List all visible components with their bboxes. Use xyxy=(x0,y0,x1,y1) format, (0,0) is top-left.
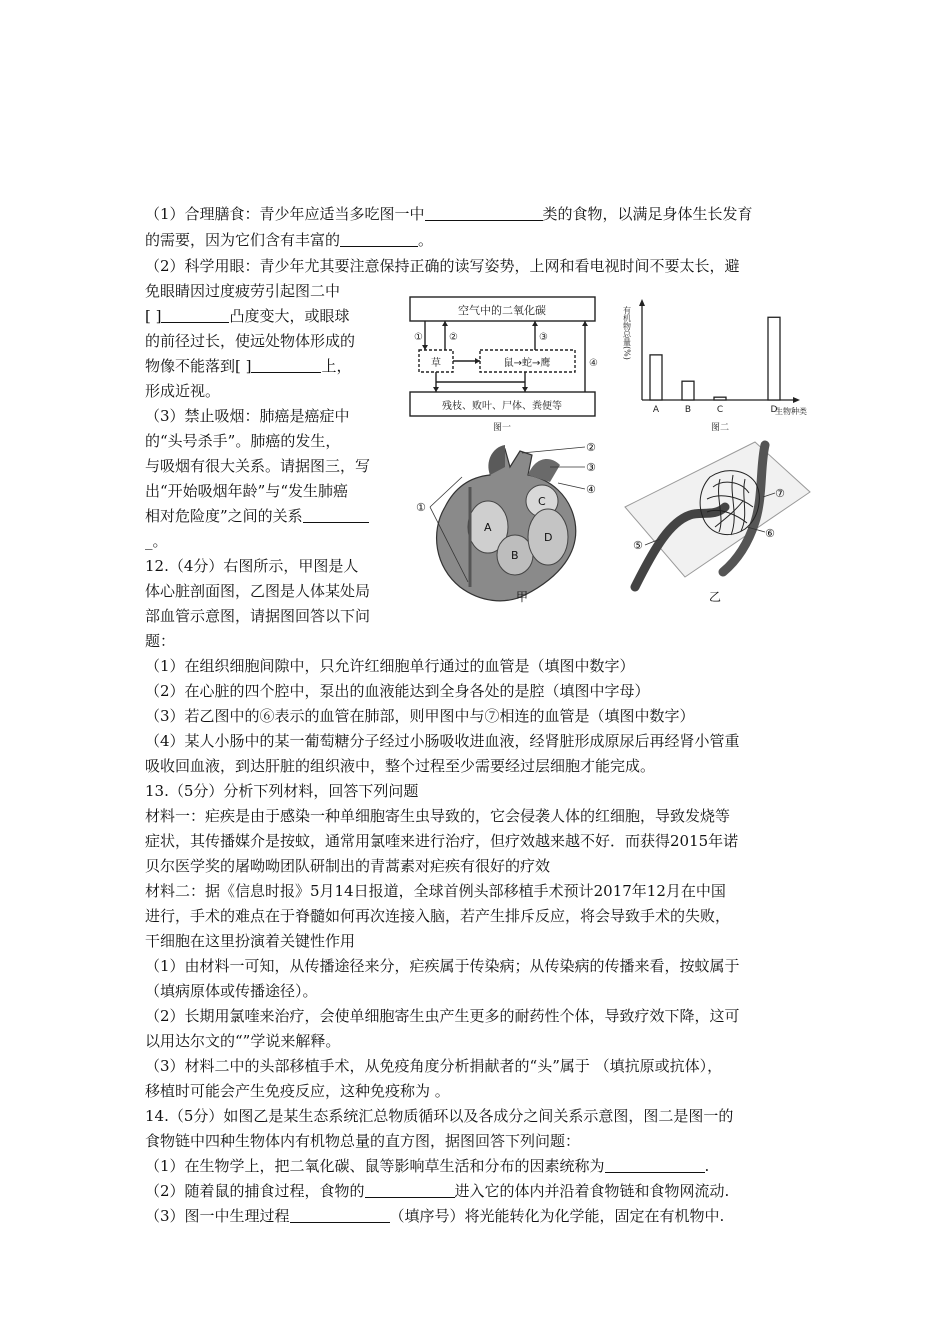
figure-2-bar-chart xyxy=(612,294,822,434)
q11-line12: 出“开始吸烟年龄”与“发生肺癌 xyxy=(145,482,349,500)
figure-1-caption: 图一 xyxy=(492,423,512,433)
co2-label: 空气中的二氧化碳 xyxy=(458,304,546,317)
bar-c xyxy=(714,397,726,400)
q12-sub3: （3）若乙图中的⑥表示的血管在肺部，则甲图中与⑦相连的血管是（填图中数字） xyxy=(145,707,695,725)
tick-label-a: A xyxy=(652,405,660,415)
q11-line8: 形成近视。 xyxy=(145,382,221,400)
answer-blank[interactable] xyxy=(425,206,543,221)
bar-a xyxy=(650,355,662,400)
q11-line13: 相对危险度”之间的关系 xyxy=(145,506,369,526)
tick-label-d: D xyxy=(770,405,778,415)
answer-blank[interactable] xyxy=(290,1208,390,1223)
chamber-b-label: B xyxy=(511,549,519,562)
process-3-label: ③ xyxy=(539,332,548,343)
vessel-3-label: ③ xyxy=(586,461,596,474)
q13-sub1b: （填病原体或传播途径）。 xyxy=(145,982,318,1000)
q14-sub2: （2）随着鼠的捕食过程，食物的 进入它的体内并沿着食物链和食物网流动. xyxy=(145,1182,730,1200)
q11-line1: （1）合理膳食：青少年应适当多吃图一中 类的食物，以满足身体生长发育 xyxy=(145,205,753,223)
q12-line2: 体心脏剖面图，乙图是人体某处局 xyxy=(145,582,371,600)
answer-blank[interactable] xyxy=(303,508,369,523)
process-4-label: ④ xyxy=(589,358,598,369)
q13-head: 13.（5分）分析下列材料，回答下列问题 xyxy=(145,782,419,800)
answer-blank[interactable] xyxy=(605,1158,705,1173)
vessel-1-label: ① xyxy=(416,501,426,514)
chamber-d-label: D xyxy=(544,531,553,544)
tick-label-b: B xyxy=(684,405,692,415)
vessel-6-label: ⑥ xyxy=(765,527,775,540)
bar-b xyxy=(682,381,694,400)
q13-material2-b: 进行，手术的难点在于脊髓如何再次连接入脑，若产生排斥反应，将会导致手术的失败， xyxy=(145,907,731,925)
q11-line9: （3）禁止吸烟：肺癌是癌症中 xyxy=(145,407,350,425)
q13-material1-a: 材料一：疟疾是由于感染一种单细胞寄生虫导致的，它会侵袭人体的红细胞，导致发烧等 xyxy=(145,807,731,825)
vessel-caption: 乙 xyxy=(708,590,722,604)
q11-line4: 免眼睛因过度疲劳引起图二中 xyxy=(145,282,341,300)
x-axis-label: 生物种类 xyxy=(775,407,807,416)
bar-d xyxy=(768,317,780,400)
q11-line3: （2）科学用眼：青少年尤其要注意保持正确的读写姿势，上网和看电视时间不要太长，避 xyxy=(145,257,740,275)
q13-sub1a: （1）由材料一可知，从传播途径来分，疟疾属于传染病；从传染病的传播来看，按蚊属于 xyxy=(145,957,740,975)
figure-1-ecosystem-diagram xyxy=(405,294,605,434)
q14-sub3: （3）图一中生理过程 （填序号）将光能转化为化学能，固定在有机物中. xyxy=(145,1207,725,1225)
q12-line1: 12.（4分）右图所示，甲图是人 xyxy=(145,557,359,575)
food-chain-label: 鼠→蛇→鹰 xyxy=(503,358,551,369)
process-2-label: ② xyxy=(449,332,458,343)
q11-line2: 的需要，因为它们含有丰富的 。 xyxy=(145,231,434,249)
q12-sub4a: （4）某人小肠中的某一葡萄糖分子经过小肠吸收进血液，经肾脏形成原尿后再经肾小管重 xyxy=(145,732,740,750)
vessel-illustration xyxy=(625,442,810,587)
q11-line7: 物像不能落到[ ] 上， xyxy=(145,357,352,375)
q12-sub1: （1）在组织细胞间隙中，只允许红细胞单行通过的血管是（填图中数字） xyxy=(145,657,635,675)
detritus-label: 残枝、败叶、尸体、粪便等 xyxy=(442,401,562,412)
q12-line3: 部血管示意图，请据图回答以下问 xyxy=(145,607,371,625)
q13-material2-c: 干细胞在这里扮演着关键性作用 xyxy=(145,932,356,950)
tick-label-c: C xyxy=(716,405,724,415)
capillary-diagram xyxy=(615,437,815,607)
q13-sub2b: 以用达尔文的“”学说来解释。 xyxy=(145,1032,341,1050)
q14-head: 14.（5分）如图乙是某生态系统汇总物质循环以及各成分之间关系示意图，图二是图一的 xyxy=(145,1107,734,1125)
heart-diagram xyxy=(410,437,610,607)
answer-blank[interactable] xyxy=(340,232,418,247)
heart-caption: 甲 xyxy=(515,590,529,604)
y-axis-label: 有机物总量(%) xyxy=(622,306,632,360)
process-1-label: ① xyxy=(414,332,423,343)
q11-line10: 的“头号杀手”。肺癌的发生， xyxy=(145,432,341,450)
figure-2-caption: 图二 xyxy=(710,423,730,433)
q11-line5: [ ] 凸度变大，或眼球 xyxy=(145,307,350,325)
q13-material1-b: 症状，其传播媒介是按蚊，通常用氯喹来进行治疗，但疗效越来越不好．而获得2015年诺 xyxy=(145,832,739,850)
answer-blank[interactable] xyxy=(365,1183,455,1198)
q12-sub4b: 吸收回血液，到达肝脏的组织液中，整个过程至少需要经过层细胞才能完成。 xyxy=(145,757,656,775)
q13-sub3b: 移植时可能会产生免疫反应，这种免疫称为 。 xyxy=(145,1082,450,1100)
vessel-2-label: ② xyxy=(586,441,596,454)
chamber-c-label: C xyxy=(538,495,546,508)
vessel-7-label: ⑦ xyxy=(775,487,785,500)
q13-material2-a: 材料二：据《信息时报》5月14日报道，全球首例头部移植手术预计2017年12月在中国 xyxy=(145,882,726,900)
q13-sub2a: （2）长期用氯喹来治疗，会使单细胞寄生虫产生更多的耐药性个体，导致疗效下降，这可 xyxy=(145,1007,740,1025)
q14-sub1: （1）在生物学上，把二氧化碳、鼠等影响草生活和分布的因素统称为 . xyxy=(145,1157,710,1175)
q12-sub2: （2）在心脏的四个腔中，泵出的血液能达到全身各处的是腔（填图中字母） xyxy=(145,682,650,700)
q11-line6: 的前径过长，使远处物体形成的 xyxy=(145,332,356,350)
q13-material1-c: 贝尔医学奖的屠呦呦团队研制出的青蒿素对疟疾有很好的疗效 xyxy=(145,857,551,875)
q13-sub3a: （3）材料二中的头部移植手术，从免疫角度分析捐献者的“头”属于 （填抗原或抗体）， xyxy=(145,1057,723,1075)
vessel-5-label: ⑤ xyxy=(633,539,643,552)
answer-blank[interactable] xyxy=(251,358,321,373)
q11-line11: 与吸烟有很大关系。请据图三，写 xyxy=(145,457,371,475)
vessel-4-label: ④ xyxy=(586,483,596,496)
heart-illustration xyxy=(437,445,576,601)
q11-line14: _。 xyxy=(145,532,168,550)
q14-line2: 食物链中四种生物体内有机物总量的直方图，据图回答下列问题： xyxy=(145,1132,581,1150)
answer-blank[interactable] xyxy=(161,308,229,323)
q12-line4: 题： xyxy=(145,632,176,650)
grass-label: 草 xyxy=(431,358,441,369)
chamber-a-label: A xyxy=(484,521,492,534)
